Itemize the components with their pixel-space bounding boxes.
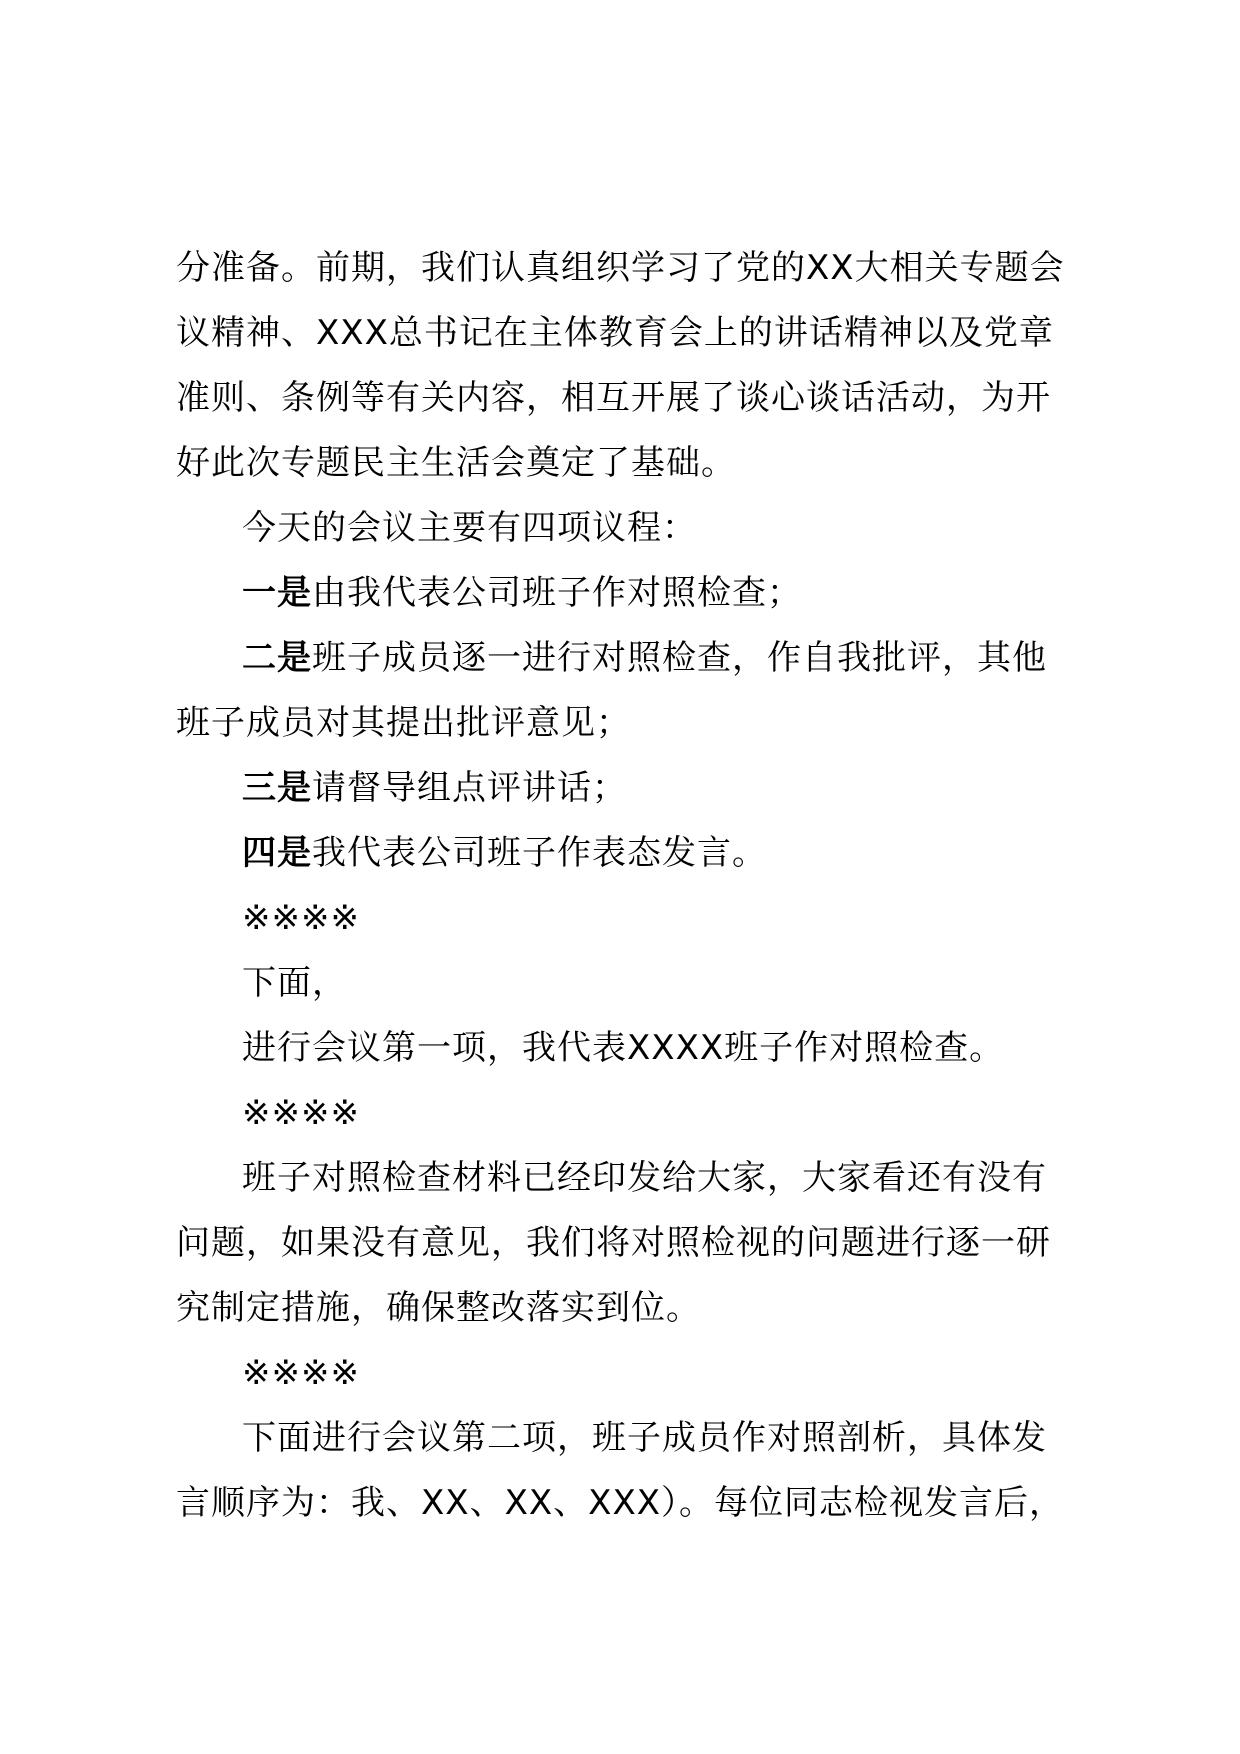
line-text: 问题，如果没有意见，我们将对照检视的问题进行逐一研 xyxy=(176,1223,1051,1263)
line-text: 进行会议第一项，我代表XXXX班子作对照检查。 xyxy=(242,1028,1005,1068)
paragraph xyxy=(176,1406,1096,1536)
agenda-item-marker: 四是 xyxy=(242,833,312,873)
text-line xyxy=(176,821,1096,886)
line-text: ※※※※ xyxy=(242,1353,360,1393)
paragraph xyxy=(176,1016,1096,1081)
paragraph xyxy=(176,626,1096,756)
text-line xyxy=(176,1406,1096,1471)
paragraph xyxy=(176,1341,1096,1406)
line-text: 下面进行会议第二项，班子成员作对照剖析，具体发 xyxy=(242,1418,1047,1458)
text-line xyxy=(176,1081,1096,1146)
text-line xyxy=(176,756,1096,821)
text-line xyxy=(176,1341,1096,1406)
text-line xyxy=(176,951,1096,1016)
line-text: 言顺序为：我、XX、XX、XXX）。每位同志检视发言后， xyxy=(176,1483,1065,1523)
line-text: ※※※※ xyxy=(242,1093,360,1133)
text-line xyxy=(176,496,1096,561)
line-text: 班子成员逐一进行对照检查，作自我批评，其他 xyxy=(312,638,1047,678)
paragraph xyxy=(176,886,1096,951)
agenda-item-marker: 一是 xyxy=(242,573,312,613)
document-body xyxy=(176,236,1096,1536)
text-line xyxy=(176,1276,1096,1341)
agenda-item-marker: 三是 xyxy=(242,768,312,808)
agenda-item-marker: 二是 xyxy=(242,638,312,678)
line-text: 请督导组点评讲话； xyxy=(312,768,627,808)
line-text: 议精神、XXX总书记在主体教育会上的讲话精神以及党章 xyxy=(176,313,1054,353)
paragraph xyxy=(176,951,1096,1016)
text-line xyxy=(176,1016,1096,1081)
line-text: 我代表公司班子作表态发言。 xyxy=(312,833,767,873)
paragraph xyxy=(176,1146,1096,1341)
text-line xyxy=(176,236,1096,301)
line-text: 好此次专题民主生活会奠定了基础。 xyxy=(176,443,736,483)
line-text: 班子对照检查材料已经印发给大家，大家看还有没有 xyxy=(242,1158,1047,1198)
text-line xyxy=(176,301,1096,366)
text-line xyxy=(176,626,1096,691)
line-text: 究制定措施，确保整改落实到位。 xyxy=(176,1288,701,1328)
text-line xyxy=(176,366,1096,431)
line-text: 由我代表公司班子作对照检查； xyxy=(312,573,802,613)
text-line xyxy=(176,691,1096,756)
paragraph xyxy=(176,561,1096,626)
text-line xyxy=(176,1146,1096,1211)
line-text: 下面， xyxy=(242,963,347,1003)
line-text: 准则、条例等有关内容，相互开展了谈心谈话活动，为开 xyxy=(176,378,1051,418)
line-text: 班子成员对其提出批评意见； xyxy=(176,703,631,743)
text-line xyxy=(176,886,1096,951)
text-line xyxy=(176,561,1096,626)
line-text: ※※※※ xyxy=(242,898,360,938)
line-text: 今天的会议主要有四项议程： xyxy=(242,508,697,548)
line-text: 分准备。前期，我们认真组织学习了党的XX大相关专题会 xyxy=(176,248,1065,288)
paragraph xyxy=(176,821,1096,886)
text-line xyxy=(176,431,1096,496)
paragraph xyxy=(176,756,1096,821)
paragraph xyxy=(176,236,1096,496)
paragraph xyxy=(176,496,1096,561)
text-line xyxy=(176,1471,1096,1536)
text-line xyxy=(176,1211,1096,1276)
paragraph xyxy=(176,1081,1096,1146)
